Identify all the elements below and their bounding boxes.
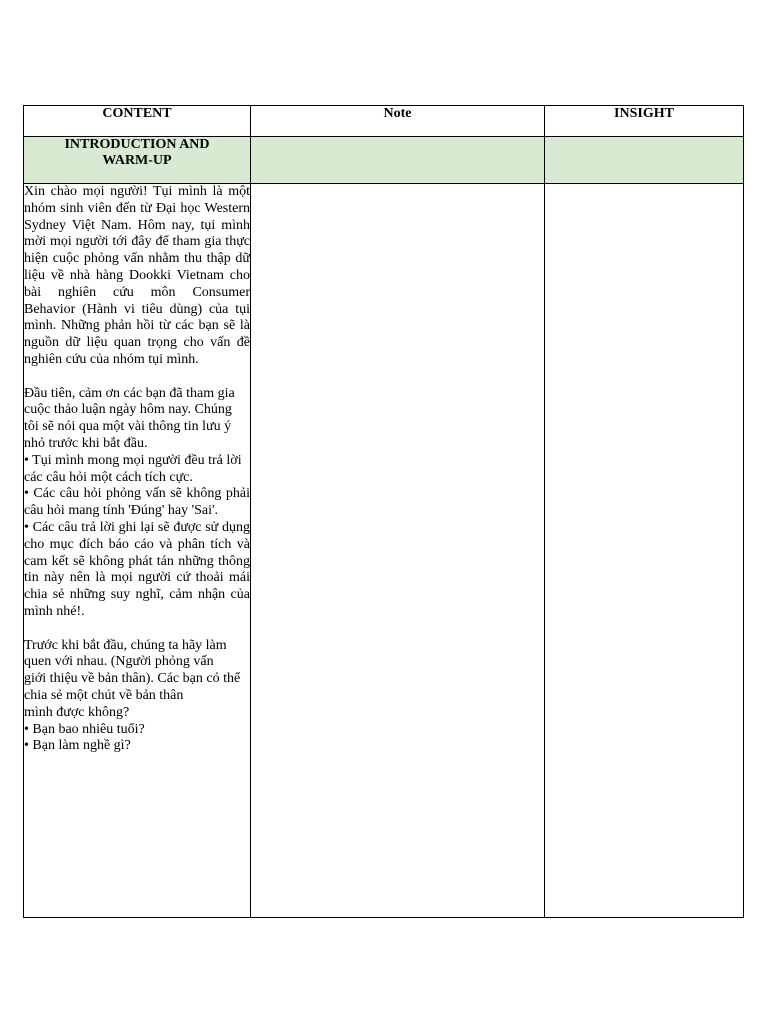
header-note: Note (251, 106, 545, 137)
content-row (24, 184, 744, 918)
warmup-question: • Bạn bao nhiêu tuổi? (24, 721, 145, 737)
header-content: CONTENT (24, 106, 251, 137)
warmup-line: mình được không? (24, 704, 130, 720)
note-cell[interactable] (251, 184, 545, 918)
warmup-question: • Bạn làm nghề gì? (24, 738, 131, 754)
content-cell (24, 184, 251, 918)
bullet-item: • Các câu trả lời ghi lại sẽ được sử dụng cho mục đích báo cáo và phân tích và cam kết sẽ không phát tán những thông tin này nên là mọi người cứ thoải mái chia sẻ những suy nghĩ, cảm nhận của mình nhé!. (24, 519, 250, 619)
bullet-item: • Tụi mình mong mọi người đều trả lời các câu hỏi một cách tích cực. (24, 452, 242, 485)
section-title: INTRODUCTION AND WARM-UP (24, 137, 251, 184)
insight-cell[interactable] (545, 184, 744, 918)
warmup-line: Trước khi bắt đầu, chúng ta hãy làm quen với nhau. (Người phỏng vấn (24, 637, 227, 670)
bullet-item: • Các câu hỏi phỏng vấn sẽ không phải câu hỏi mang tính 'Đúng' hay 'Sai'. (24, 486, 250, 519)
intro-paragraph: Xin chào mọi người! Tụi mình là một nhóm sinh viên đến từ Đại học Western Sydney Việt Nam. Hôm nay, tụi mình mời mọi người tới đây để tham gia thực hiện cuộc phỏng vấn nhằm thu thập dữ liệu về nhà hàng Dookki Vietnam cho bài nghiên cứu môn Consumer Behavior (Hành vi tiêu dùng) của tụi mình. Những phản hồi từ các bạn sẽ là nguồn dữ liệu quan trọng cho vấn đề nghiên cứu của nhóm tụi mình. (24, 184, 250, 367)
section-note-cell (251, 137, 545, 184)
interview-guide-table (23, 105, 744, 918)
warmup-line: giới thiệu về bản thân). Các bạn có thể chia sẻ một chút về bản thân (24, 671, 241, 703)
thanks-paragraph: Đầu tiên, cảm ơn các bạn đã tham gia cuộc thảo luận ngày hôm nay. Chúng tôi sẽ nói qua một vài thông tin lưu ý nhỏ trước khi bắt đầu. (24, 385, 235, 451)
header-row (24, 106, 744, 137)
header-insight: INSIGHT (545, 106, 744, 137)
section-insight-cell (545, 137, 744, 184)
section-row (24, 137, 744, 184)
